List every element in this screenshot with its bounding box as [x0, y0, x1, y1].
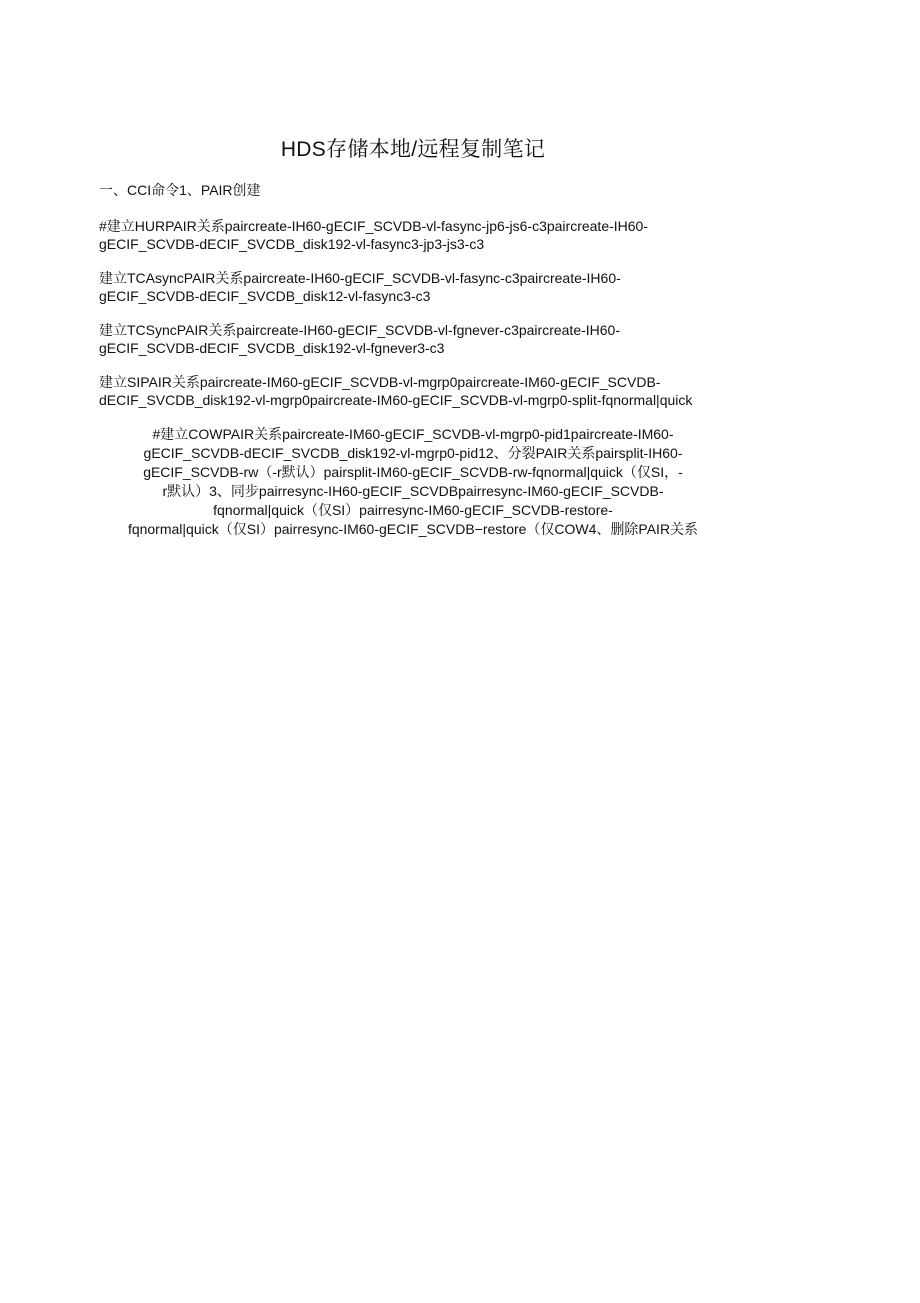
paragraph-tcasync-pair — [99, 269, 739, 305]
text-line: 建立SIPAIR关系paircreate-IM60-gECIF_SCVDB-vl-mgrp0paircreate-IM60-gECIF_SCVDB- — [99, 374, 661, 390]
text-line: 建立TCSyncPAIR关系paircreate-IH60-gECIF_SCVDB-vl-fgnever-c3paircreate-IH60- — [99, 322, 621, 338]
text-line: #建立HURPAIR关系paircreate-IH60-gECIF_SCVDB-vl-fasync-jp6-js6-c3paircreate-IH60- — [99, 218, 649, 234]
page-title: HDS存储本地/远程复制笔记 — [280, 138, 546, 161]
paragraph-hur-pair — [99, 217, 739, 253]
text-line: gECIF_SCVDB-rw（-r默认）pairsplit-IM60-gECIF_SCVDB-rw-fqnormal|quick（仅SI，- — [143, 464, 683, 480]
section-heading: 一、CCI命令1、PAIR创建 — [99, 182, 261, 198]
paragraph-si-pair — [99, 373, 739, 409]
text-line: gECIF_SCVDB-dECIF_SVCDB_disk192-vl-fgnever3-c3 — [99, 340, 445, 356]
text-line: fqnormal|quick（仅SI）pairresync-IM60-gECIF_SCVDB-restore- — [213, 502, 613, 518]
paragraph-tcsync-pair — [99, 321, 739, 357]
text-line: 建立TCAsyncPAIR关系paircreate-IH60-gECIF_SCVDB-vl-fasync-c3paircreate-IH60- — [99, 270, 621, 286]
text-line: #建立COWPAIR关系paircreate-IM60-gECIF_SCVDB-vl-mgrp0-pid1paircreate-IM60- — [152, 426, 674, 442]
text-line: r默认）3、同步pairresync-IH60-gECIF_SCVDBpairresync-IM60-gECIF_SCVDB- — [162, 483, 664, 499]
text-line: gECIF_SCVDB-dECIF_SVCDB_disk192-vl-mgrp0-pid12、分裂PAIR关系pairsplit-IH60- — [143, 445, 683, 461]
text-line: gECIF_SCVDB-dECIF_SVCDB_disk12-vl-fasync3-c3 — [99, 288, 431, 304]
text-line: gECIF_SCVDB-dECIF_SVCDB_disk192-vl-fasync3-jp3-js3-c3 — [99, 236, 485, 252]
paragraph-cow-pair — [100, 425, 726, 539]
text-line: dECIF_SVCDB_disk192-vl-mgrp0paircreate-IM60-gECIF_SCVDB-vl-mgrp0-split-fqnormal|quick — [99, 392, 693, 408]
text-line: fqnormal|quick（仅SI）pairresync-IM60-gECIF_SCVDB−restore（仅COW4、删除PAIR关系 — [127, 521, 699, 537]
